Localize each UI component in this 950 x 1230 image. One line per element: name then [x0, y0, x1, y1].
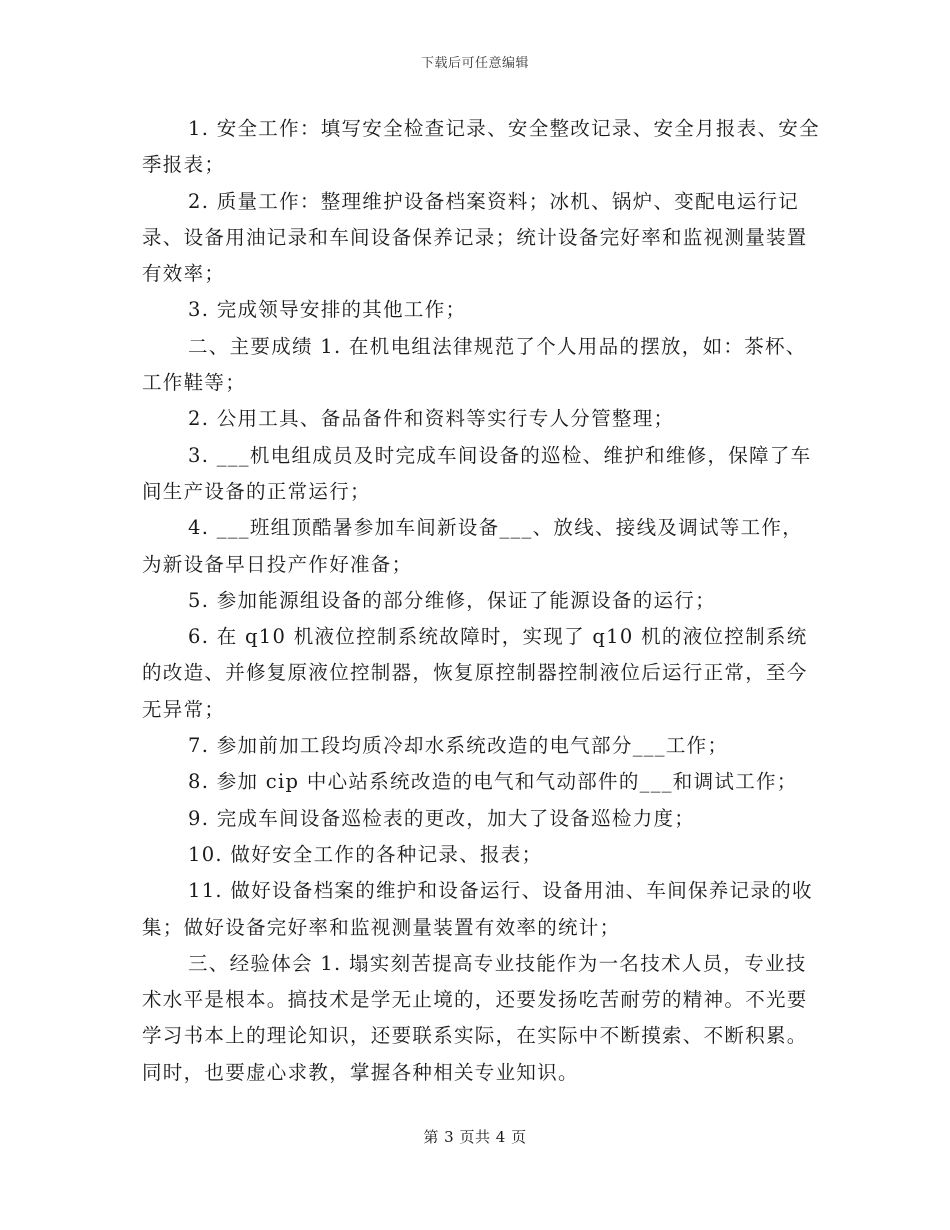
paragraph-achievement-10: 10. 做好安全工作的各种记录、报表； [188, 842, 543, 866]
paragraph-achievement-5: 5. 参加能源组设备的部分维修，保证了能源设备的运行； [188, 588, 716, 612]
paragraph-achievement-8: 8. 参加 cip 中心站系统改造的电气和气动部件的___和调试工作； [188, 770, 798, 794]
document-body [142, 111, 822, 1091]
paragraph-achievement-2: 2. 公用工具、备品备件和资料等实行专人分管整理； [188, 407, 675, 431]
paragraph-safety-work: 1. 安全工作：填写安全检查记录、安全整改记录、安全月报表、安全季报表； [142, 117, 820, 177]
paragraph-achievement-11: 11. 做好设备档案的维护和设备运行、设备用油、车间保养记录的收集；做好设备完好率和监视测量装置有效率的统计； [142, 879, 813, 939]
paragraph-achievement-4: 4. ___班组顶酷暑参加车间新设备___、放线、接线及调试等工作，为新设备早日投产作好准备； [142, 516, 804, 576]
page-header-note: 下载后可任意编辑 [420, 56, 529, 71]
paragraph-achievement-9: 9. 完成车间设备巡检表的更改，加大了设备巡检力度； [188, 806, 696, 830]
paragraph-experience: 三、经验体会 1. 塌实刻苦提高专业技能作为一名技术人员，专业技术水平是根本。搞技术是学无止境的，还要发扬吃苦耐劳的精神。不光要学习书本上的理论知识，还要联系实际，在实际中不断摸索、不断积累。同时，也要虚心求教，掌握各种相关专业知识。 [142, 951, 808, 1084]
paragraph-achievement-7: 7. 参加前加工段均质冷却水系统改造的电气部分___工作； [188, 734, 729, 758]
paragraph-main-achievements: 二、主要成绩 1. 在机电组法律规范了个人用品的摆放，如：茶杯、工作鞋等； [142, 334, 807, 395]
paragraph-achievement-3: 3. ___机电组成员及时完成车间设备的巡检、维护和维修，保障了车间生产设备的正常运行； [142, 443, 812, 503]
paragraph-quality-work: 2. 质量工作：整理维护设备档案资料；冰机、锅炉、变配电运行记录、设备用油记录和车间设备保养记录；统计设备完好率和监视测量装置有效率； [142, 189, 808, 286]
paragraph-achievement-6: 6. 在 q10 机液位控制系统故障时，实现了 q10 机的液位控制系统的改造、并修复原液位控制器，恢复原控制器控制液位后运行正常，至今无异常； [142, 625, 808, 721]
paragraph-other-work: 3. 完成领导安排的其他工作； [188, 298, 467, 322]
page-number: 第 3 页共 4 页 [423, 1128, 527, 1146]
